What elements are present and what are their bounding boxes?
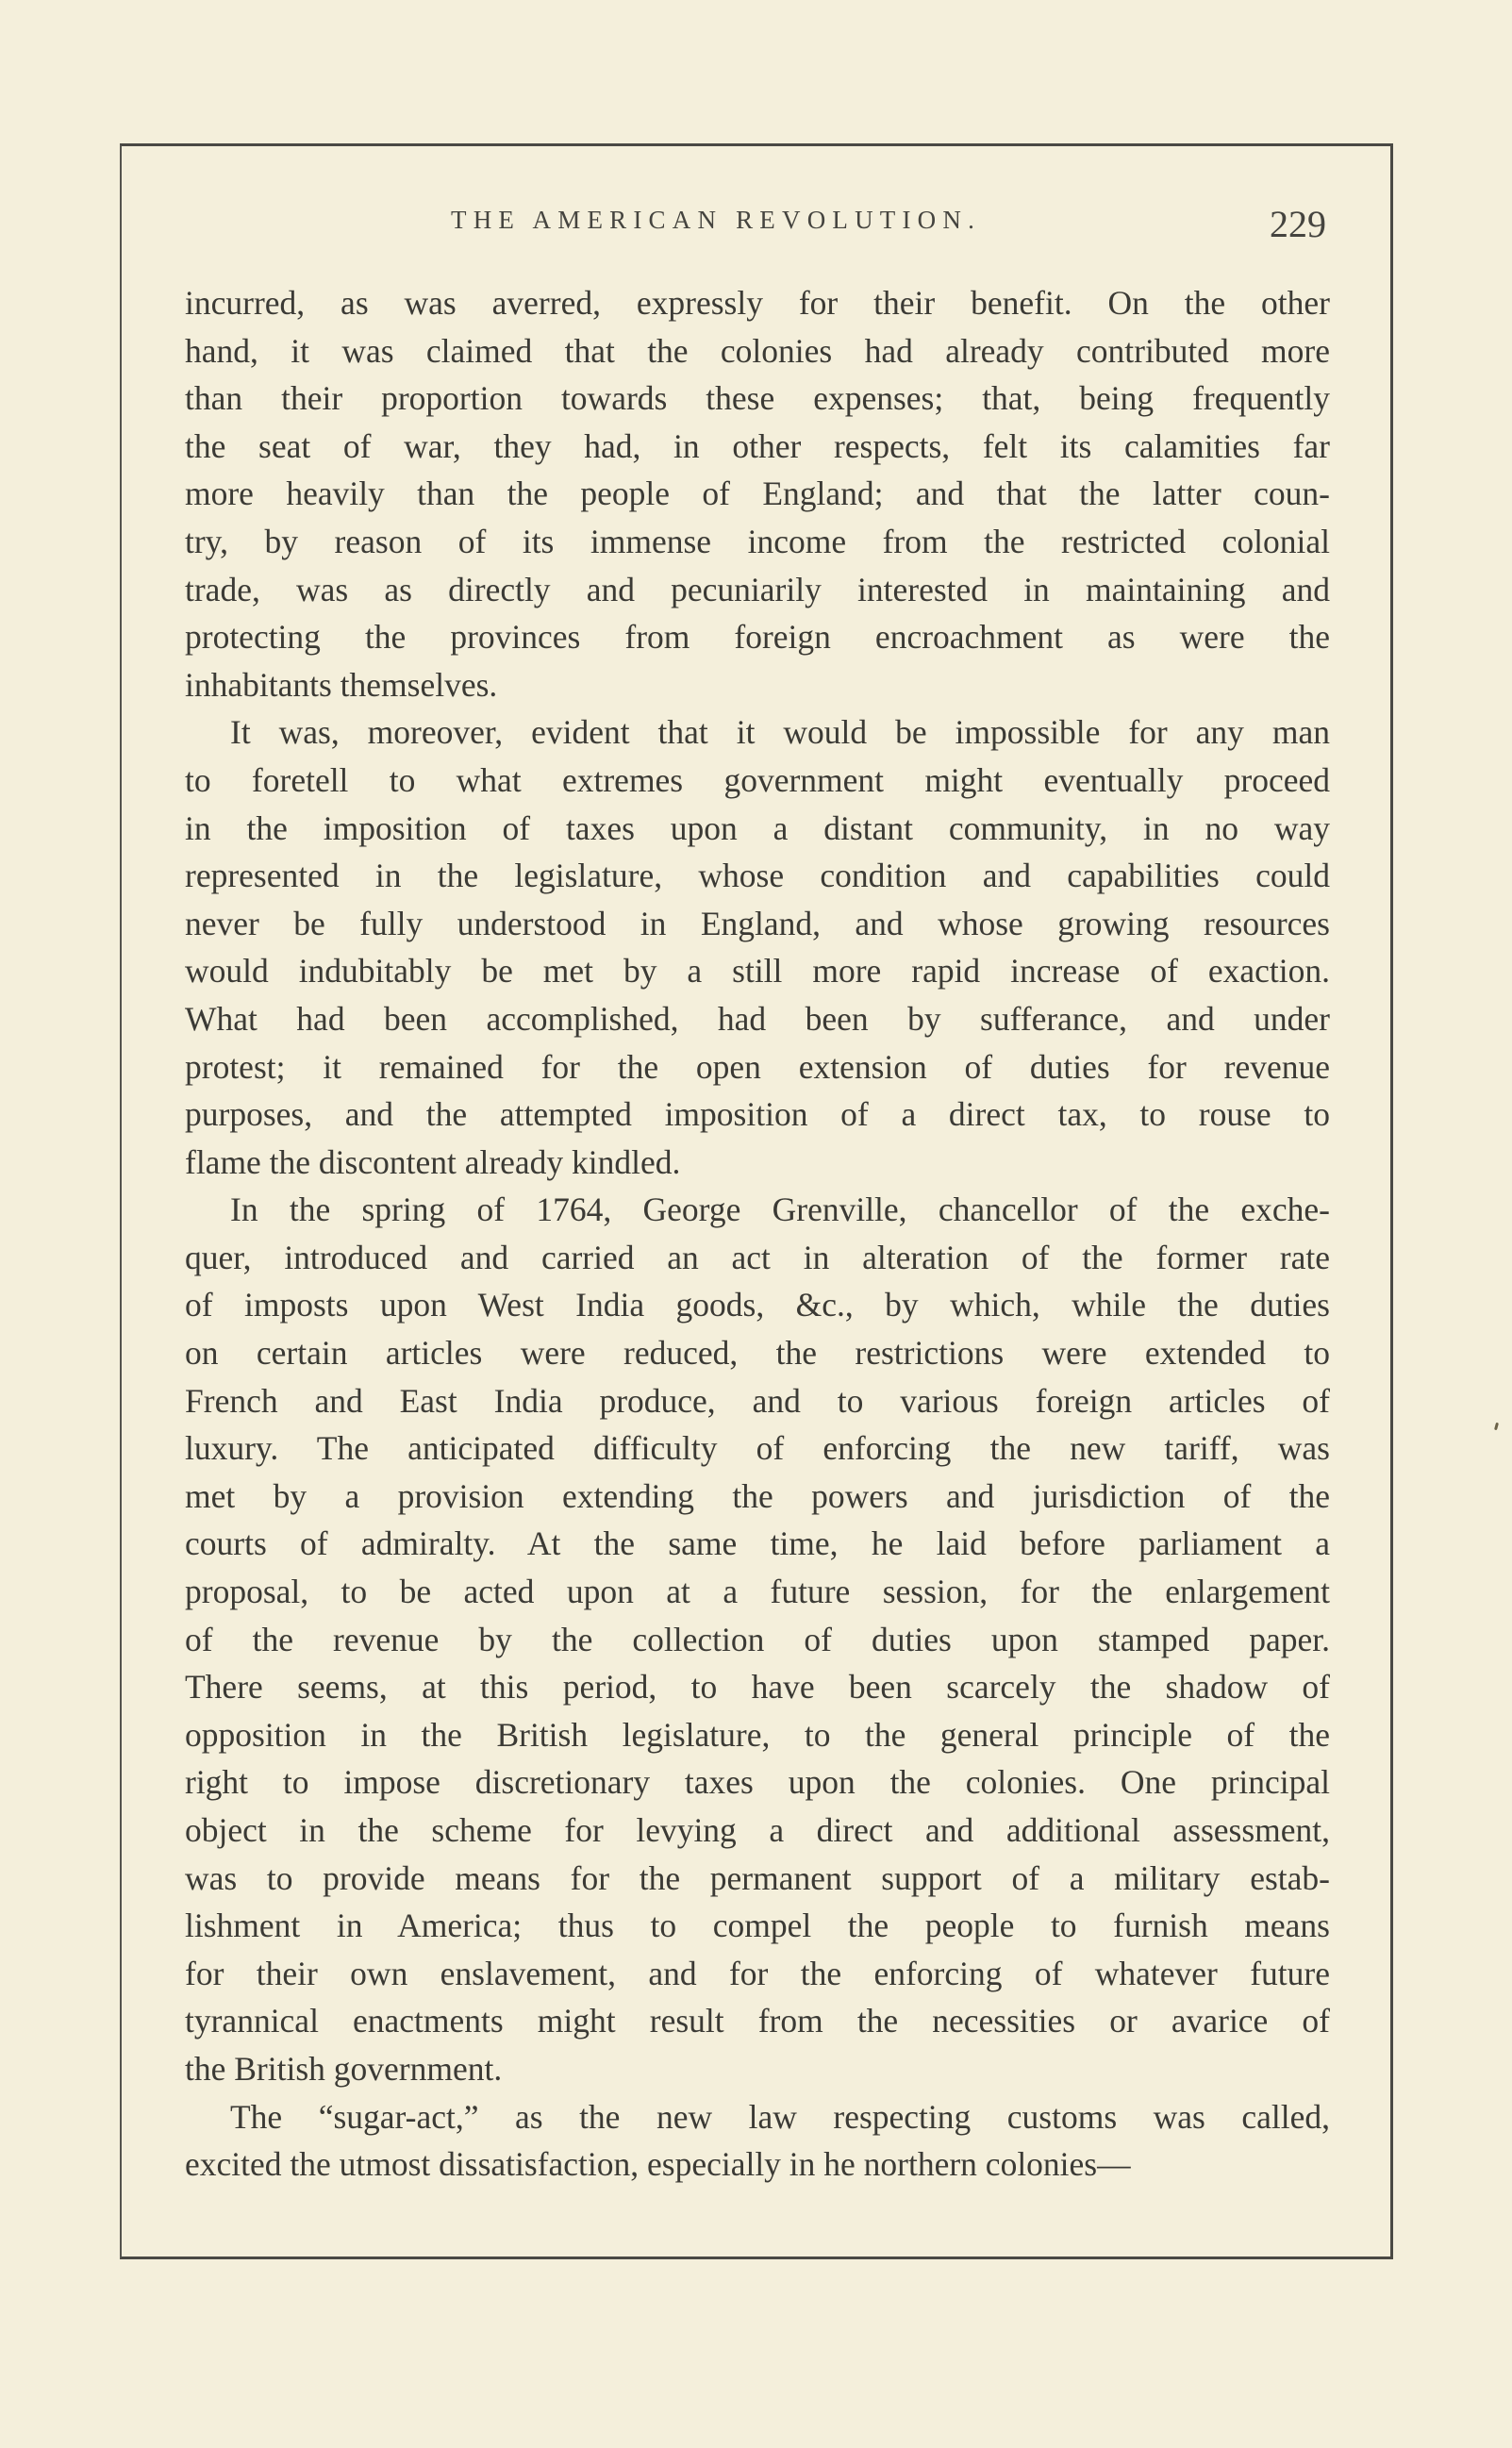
text-line: right to impose discretionary taxes upon the colonies. One principal: [185, 1763, 1330, 1802]
text-line: the British government.: [185, 2049, 503, 2088]
running-head: THE AMERICAN REVOLUTION.: [451, 206, 982, 234]
body-text: [185, 279, 1330, 2189]
text-line: tyrannical enactments might result from the necessities or avarice of: [185, 2002, 1330, 2040]
text-line: flame the discontent already kindled.: [185, 1142, 681, 1181]
text-line: courts of admiralty. At the same time, he laid before parliament a: [185, 1524, 1330, 1563]
text-line: more heavily than the people of England; and that the latter coun-: [185, 475, 1330, 513]
text-line: trade, was as directly and pecuniarily interested in maintaining and: [185, 570, 1330, 608]
text-line: It was, moreover, evident that it would be impossible for any man: [230, 713, 1330, 752]
text-line: purposes, and the attempted imposition of a direct tax, to rouse to: [185, 1095, 1330, 1134]
text-line: of imposts upon West India goods, &c., by which, while the duties: [185, 1286, 1330, 1324]
text-line: met by a provision extending the powers and jurisdiction of the: [185, 1476, 1330, 1515]
text-line: incurred, as was averred, expressly for their benefit. On the other: [185, 284, 1330, 322]
text-line: excited the utmost dissatisfaction, especially in he northern colonies—: [185, 2145, 1131, 2184]
text-line: What had been accomplished, had been by sufferance, and under: [185, 999, 1330, 1038]
text-line: in the imposition of taxes upon a distant community, in no way: [185, 808, 1330, 847]
text-line: never be fully understood in England, and whose growing resources: [185, 904, 1330, 942]
text-line: was to provide means for the permanent support of a military estab-: [185, 1858, 1330, 1897]
text-line: The “sugar-act,” as the new law respecting customs was called,: [230, 2097, 1330, 2136]
text-line: protecting the provinces from foreign encroachment as were the: [185, 618, 1330, 657]
text-line: hand, it was claimed that the colonies had already contributed more: [185, 331, 1330, 370]
text-line: for their own enslavement, and for the enforcing of whatever future: [185, 1954, 1330, 1992]
text-line: of the revenue by the collection of duties upon stamped paper.: [185, 1620, 1330, 1658]
text-line: represented in the legislature, whose condition and capabilities could: [185, 857, 1330, 895]
text-line: There seems, at this period, to have been scarcely the shadow of: [185, 1668, 1330, 1707]
text-line: than their proportion towards these expenses; that, being frequently: [185, 379, 1330, 418]
text-line: to foretell to what extremes government might eventually proceed: [185, 760, 1330, 799]
text-line: protest; it remained for the open extension of duties for revenue: [185, 1047, 1330, 1086]
page-number: 229: [1270, 203, 1326, 245]
text-line: proposal, to be acted upon at a future session, for the enlargement: [185, 1573, 1330, 1611]
paper-speck: [1494, 1423, 1499, 1431]
text-line: would indubitably be met by a still more rapid increase of exaction.: [185, 952, 1330, 991]
text-line: In the spring of 1764, George Grenville, chancellor of the exche-: [230, 1191, 1330, 1229]
text-line: inhabitants themselves.: [185, 665, 498, 704]
text-line: French and East India produce, and to various foreign articles of: [185, 1381, 1330, 1420]
text-line: object in the scheme for levying a direct and additional assessment,: [185, 1811, 1330, 1849]
text-line: try, by reason of its immense income from the restricted colonial: [185, 522, 1330, 560]
text-line: opposition in the British legislature, to the general principle of the: [185, 1715, 1330, 1754]
text-line: on certain articles were reduced, the restrictions were extended to: [185, 1334, 1330, 1373]
text-line: quer, introduced and carried an act in alteration of the former rate: [185, 1238, 1330, 1276]
text-line: lishment in America; thus to compel the people to furnish means: [185, 1907, 1330, 1945]
text-line: luxury. The anticipated difficulty of enforcing the new tariff, was: [185, 1429, 1330, 1468]
text-line: the seat of war, they had, in other respects, felt its calamities far: [185, 426, 1330, 465]
